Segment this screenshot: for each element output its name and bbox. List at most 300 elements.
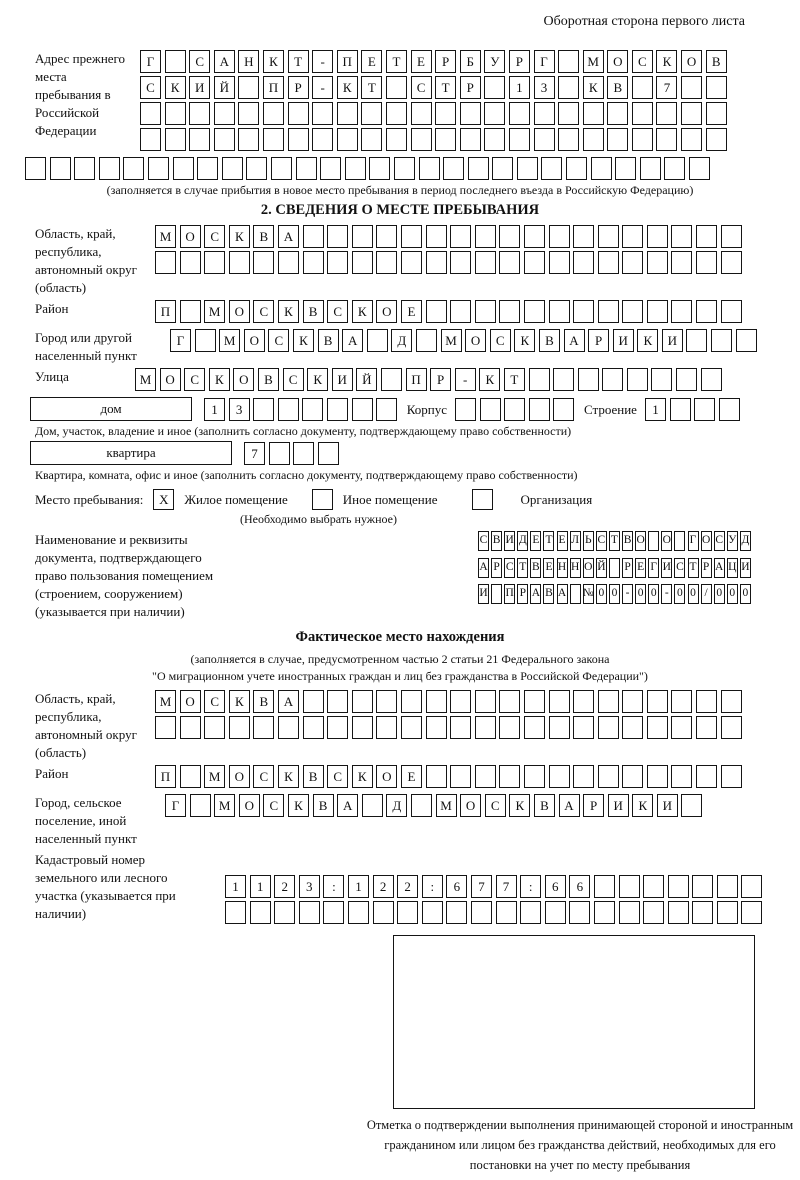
char-cell (717, 901, 738, 924)
char-cell (352, 716, 373, 739)
page-subtitle: Оборотная сторона первого листа (543, 14, 745, 29)
char-cell: С (714, 531, 725, 551)
char-cell: М (135, 368, 156, 391)
char-cell (450, 765, 471, 788)
document-row-3[interactable] (478, 584, 753, 604)
apartment-box[interactable]: квартира (30, 441, 232, 465)
char-cell (361, 102, 382, 125)
char-cell: К (656, 50, 677, 73)
char-cell: К (263, 50, 284, 73)
char-cell (573, 225, 594, 248)
char-cell (598, 716, 619, 739)
char-cell: 7 (656, 76, 677, 99)
char-cell (401, 225, 422, 248)
char-cell: И (608, 794, 629, 817)
char-cell (664, 157, 685, 180)
char-cell: Р (460, 76, 481, 99)
char-cell: О (701, 531, 712, 551)
actual-district-row[interactable] (155, 765, 745, 788)
actual-region-label: Область, край, республика, автономный округ (область) (35, 691, 137, 760)
char-cell (619, 875, 640, 898)
cadastral-row-2[interactable] (225, 901, 766, 924)
char-cell (676, 368, 697, 391)
char-cell: С (253, 765, 274, 788)
char-cell (426, 251, 447, 274)
char-cell: 2 (274, 875, 295, 898)
char-cell: О (376, 765, 397, 788)
char-cell: К (278, 765, 299, 788)
char-cell: В (313, 794, 334, 817)
char-cell (327, 398, 348, 421)
char-cell (271, 157, 292, 180)
char-cell: С (204, 225, 225, 248)
char-cell (622, 765, 643, 788)
char-cell (741, 901, 762, 924)
char-cell (293, 442, 314, 465)
char-cell (598, 300, 619, 323)
korpus-cells[interactable] (455, 398, 578, 421)
house-box[interactable]: дом (30, 397, 192, 421)
char-cell: Г (688, 531, 699, 551)
char-cell (263, 128, 284, 151)
char-cell (524, 300, 545, 323)
char-cell: К (209, 368, 230, 391)
char-cell: О (233, 368, 254, 391)
stay-type-hint: (Необходимо выбрать нужное) (240, 512, 397, 526)
char-cell: 0 (648, 584, 659, 604)
stamp-box (393, 935, 755, 1109)
char-cell (701, 368, 722, 391)
char-cell: С (596, 531, 607, 551)
street-label: Улица (35, 369, 69, 384)
char-cell: Й (356, 368, 377, 391)
char-cell (318, 442, 339, 465)
char-cell (475, 300, 496, 323)
char-cell (671, 716, 692, 739)
char-cell (253, 398, 274, 421)
char-cell: Р (509, 50, 530, 73)
char-cell: Т (288, 50, 309, 73)
char-cell (681, 76, 702, 99)
char-cell (269, 442, 290, 465)
char-cell: 0 (635, 584, 646, 604)
cadastral-row-1[interactable] (225, 875, 766, 898)
char-cell (303, 716, 324, 739)
checkbox-organization[interactable] (472, 489, 493, 510)
apartment-caption: Квартира, комната, офис и иное (заполнить согласно документу, подтверждающему право собственности) (35, 468, 578, 482)
char-cell (327, 690, 348, 713)
document-row-1[interactable] (478, 531, 753, 551)
char-cell (583, 128, 604, 151)
char-cell (647, 251, 668, 274)
char-cell (352, 398, 373, 421)
actual-location-caption-2: "О миграционном учете иностранных граждан и лиц без гражданства в Российской Федерации") (152, 669, 648, 683)
char-cell: 0 (609, 584, 620, 604)
char-cell (692, 901, 713, 924)
char-cell: А (714, 558, 725, 578)
char-cell: В (258, 368, 279, 391)
stroenie-label: Строение (583, 402, 637, 417)
actual-city-row[interactable] (165, 794, 706, 817)
char-cell: Е (401, 765, 422, 788)
prev-address-row-3[interactable] (140, 102, 730, 125)
char-cell (238, 76, 259, 99)
char-cell (689, 157, 710, 180)
char-cell (180, 300, 201, 323)
char-cell (484, 102, 505, 125)
option-organization-label: Организация (520, 491, 593, 507)
char-cell (632, 128, 653, 151)
char-cell: Д (740, 531, 751, 551)
stay-type-block (35, 489, 775, 510)
region-block (25, 225, 775, 297)
prev-address-block (25, 50, 775, 154)
char-cell: Г (140, 50, 161, 73)
char-cell (238, 102, 259, 125)
char-cell: К (293, 329, 314, 352)
char-cell (668, 901, 689, 924)
char-cell (278, 716, 299, 739)
char-cell (717, 875, 738, 898)
char-cell (50, 157, 71, 180)
char-cell (337, 128, 358, 151)
char-cell (327, 225, 348, 248)
char-cell: С (674, 558, 685, 578)
char-cell (401, 690, 422, 713)
char-cell (573, 716, 594, 739)
char-cell (367, 329, 388, 352)
actual-region-block (25, 690, 775, 762)
char-cell: О (229, 765, 250, 788)
char-cell (607, 102, 628, 125)
char-cell: Д (517, 531, 528, 551)
prev-address-row-2[interactable] (140, 76, 730, 99)
city-row[interactable] (170, 329, 760, 352)
char-cell (647, 765, 668, 788)
char-cell (640, 157, 661, 180)
char-cell (573, 300, 594, 323)
char-cell: С (485, 794, 506, 817)
checkbox-other-premises[interactable] (312, 489, 333, 510)
char-cell (721, 251, 742, 274)
char-cell: 6 (446, 875, 467, 898)
char-cell: : (323, 875, 344, 898)
char-cell (594, 875, 615, 898)
char-cell (253, 716, 274, 739)
char-cell: И (613, 329, 634, 352)
char-cell (499, 251, 520, 274)
char-cell (499, 225, 520, 248)
char-cell: С (189, 50, 210, 73)
char-cell: С (184, 368, 205, 391)
char-cell: 0 (596, 584, 607, 604)
char-cell: : (520, 875, 541, 898)
char-cell: Й (214, 76, 235, 99)
char-cell (302, 398, 323, 421)
stroenie-cells[interactable] (645, 398, 743, 421)
char-cell: П (504, 584, 515, 604)
actual-city-label: Город, сельское поселение, иной населенный пункт (35, 795, 137, 846)
char-cell (643, 901, 664, 924)
char-cell (545, 901, 566, 924)
checkbox-residential[interactable]: X (153, 489, 174, 510)
char-cell: Р (517, 584, 528, 604)
actual-location-title: Фактическое место нахождения (295, 629, 505, 645)
char-cell (376, 716, 397, 739)
char-cell (643, 875, 664, 898)
char-cell: А (557, 584, 568, 604)
char-cell (381, 368, 402, 391)
char-cell (327, 716, 348, 739)
char-cell: Й (596, 558, 607, 578)
char-cell (647, 225, 668, 248)
region-row-2[interactable] (155, 251, 745, 274)
char-cell (214, 102, 235, 125)
char-cell: И (332, 368, 353, 391)
char-cell (411, 102, 432, 125)
char-cell: А (342, 329, 363, 352)
char-cell (558, 102, 579, 125)
char-cell (529, 398, 550, 421)
char-cell: - (312, 76, 333, 99)
char-cell: М (219, 329, 240, 352)
char-cell (435, 102, 456, 125)
char-cell (450, 690, 471, 713)
char-cell: 7 (244, 442, 265, 465)
char-cell: А (214, 50, 235, 73)
char-cell: К (288, 794, 309, 817)
char-cell (598, 251, 619, 274)
document-row-2[interactable] (478, 558, 753, 578)
char-cell (484, 76, 505, 99)
char-cell (598, 765, 619, 788)
char-cell: М (214, 794, 235, 817)
apartment-cells[interactable] (244, 442, 342, 465)
char-cell: У (484, 50, 505, 73)
char-cell: К (352, 765, 373, 788)
prev-address-row-1[interactable] (140, 50, 730, 73)
char-cell (549, 690, 570, 713)
char-cell (520, 901, 541, 924)
char-cell (647, 716, 668, 739)
char-cell (578, 368, 599, 391)
char-cell: Н (557, 558, 568, 578)
char-cell (25, 157, 46, 180)
char-cell (455, 398, 476, 421)
char-cell: В (539, 329, 560, 352)
option-residential-label: Жилое помещение (184, 491, 288, 507)
char-cell (74, 157, 95, 180)
char-cell (573, 690, 594, 713)
char-cell (499, 765, 520, 788)
prev-address-label: Адрес прежнего места пребывания в Российской Федерации (35, 51, 126, 138)
char-cell (123, 157, 144, 180)
char-cell (696, 251, 717, 274)
char-cell (468, 157, 489, 180)
char-cell: 2 (373, 875, 394, 898)
char-cell: А (559, 794, 580, 817)
char-cell: 1 (225, 875, 246, 898)
char-cell: Г (648, 558, 659, 578)
char-cell (524, 225, 545, 248)
char-cell (394, 157, 415, 180)
char-cell (352, 690, 373, 713)
char-cell (195, 329, 216, 352)
char-cell (591, 157, 612, 180)
char-cell (670, 398, 691, 421)
char-cell: Е (543, 558, 554, 578)
stamp-caption: Отметка о подтверждении выполнения принимающей стороной и иностранным гражданином или лицом без гражданства действий, необходимых для его постановки на учет по месту пребывания (366, 1118, 794, 1172)
char-cell (401, 716, 422, 739)
char-cell: О (229, 300, 250, 323)
char-cell: О (160, 368, 181, 391)
char-cell (686, 329, 707, 352)
char-cell (165, 102, 186, 125)
char-cell: Ц (727, 558, 738, 578)
char-cell (416, 329, 437, 352)
char-cell (426, 300, 447, 323)
char-cell: Г (534, 50, 555, 73)
char-cell (566, 157, 587, 180)
district-row[interactable] (155, 300, 745, 323)
char-cell: О (465, 329, 486, 352)
char-cell (549, 251, 570, 274)
char-cell (376, 398, 397, 421)
char-cell: Е (401, 300, 422, 323)
char-cell: И (504, 531, 515, 551)
document-label: Наименование и реквизиты документа, подтверждающего право пользования помещением (строением, сооружением) (указывается при наличии) (35, 532, 214, 619)
char-cell: М (204, 765, 225, 788)
char-cell (583, 102, 604, 125)
char-cell: К (637, 329, 658, 352)
char-cell (426, 716, 447, 739)
char-cell (696, 225, 717, 248)
prev-address-row-5[interactable] (25, 157, 775, 180)
char-cell: / (701, 584, 712, 604)
char-cell (499, 716, 520, 739)
char-cell (386, 102, 407, 125)
char-cell: М (583, 50, 604, 73)
char-cell: О (661, 531, 672, 551)
char-cell: Г (165, 794, 186, 817)
char-cell (426, 225, 447, 248)
char-cell: Т (609, 531, 620, 551)
char-cell: И (662, 329, 683, 352)
char-cell (549, 300, 570, 323)
char-cell (622, 690, 643, 713)
char-cell: 6 (545, 875, 566, 898)
char-cell: 1 (204, 398, 225, 421)
char-cell: П (263, 76, 284, 99)
actual-district-block (25, 765, 775, 791)
char-cell: И (478, 584, 489, 604)
char-cell: 3 (229, 398, 250, 421)
street-row[interactable] (135, 368, 725, 391)
char-cell: Т (361, 76, 382, 99)
char-cell: 1 (348, 875, 369, 898)
char-cell (736, 329, 757, 352)
char-cell: Т (386, 50, 407, 73)
char-cell (721, 300, 742, 323)
char-cell (312, 128, 333, 151)
char-cell (140, 128, 161, 151)
char-cell: Р (622, 558, 633, 578)
char-cell: К (632, 794, 653, 817)
char-cell (651, 368, 672, 391)
region-row-1[interactable] (155, 225, 745, 248)
cadastral-label: Кадастровый номер земельного или лесного участка (указывается при наличии) (35, 852, 176, 921)
char-cell (288, 128, 309, 151)
char-cell (632, 76, 653, 99)
char-cell: О (681, 50, 702, 73)
char-cell (99, 157, 120, 180)
char-cell (534, 128, 555, 151)
char-cell: 0 (674, 584, 685, 604)
char-cell (475, 225, 496, 248)
char-cell: В (706, 50, 727, 73)
char-cell (524, 251, 545, 274)
actual-district-label: Район (35, 766, 69, 781)
char-cell: № (583, 584, 594, 604)
char-cell: А (564, 329, 585, 352)
char-cell (594, 901, 615, 924)
char-cell (491, 584, 502, 604)
char-cell (499, 300, 520, 323)
char-cell: И (189, 76, 210, 99)
char-cell: М (155, 225, 176, 248)
char-cell: К (352, 300, 373, 323)
char-cell (681, 128, 702, 151)
char-cell (598, 690, 619, 713)
char-cell: В (303, 300, 324, 323)
char-cell: К (165, 76, 186, 99)
char-cell (524, 765, 545, 788)
char-cell: Р (491, 558, 502, 578)
char-cell (573, 765, 594, 788)
char-cell (471, 901, 492, 924)
char-cell (648, 531, 659, 551)
char-cell: Н (570, 558, 581, 578)
char-cell: Е (411, 50, 432, 73)
char-cell: С (268, 329, 289, 352)
char-cell (189, 102, 210, 125)
char-cell (450, 300, 471, 323)
char-cell (250, 901, 271, 924)
char-cell (570, 584, 581, 604)
char-cell: Г (170, 329, 191, 352)
char-cell: С (504, 558, 515, 578)
char-cell: В (622, 531, 633, 551)
char-cell (246, 157, 267, 180)
actual-region-row-1[interactable] (155, 690, 745, 713)
actual-region-row-2[interactable] (155, 716, 745, 739)
char-cell: М (436, 794, 457, 817)
char-cell: - (622, 584, 633, 604)
prev-address-row-4[interactable] (140, 128, 730, 151)
house-number-cells[interactable] (204, 398, 401, 421)
char-cell (253, 251, 274, 274)
char-cell (671, 225, 692, 248)
char-cell (553, 368, 574, 391)
char-cell: С (263, 794, 284, 817)
actual-location-caption-1: (заполняется в случае, предусмотренном частью 2 статьи 21 Федерального закона (190, 652, 610, 666)
char-cell (496, 901, 517, 924)
char-cell: У (727, 531, 738, 551)
char-cell (204, 716, 225, 739)
char-cell: В (534, 794, 555, 817)
char-cell: 0 (740, 584, 751, 604)
char-cell (696, 690, 717, 713)
